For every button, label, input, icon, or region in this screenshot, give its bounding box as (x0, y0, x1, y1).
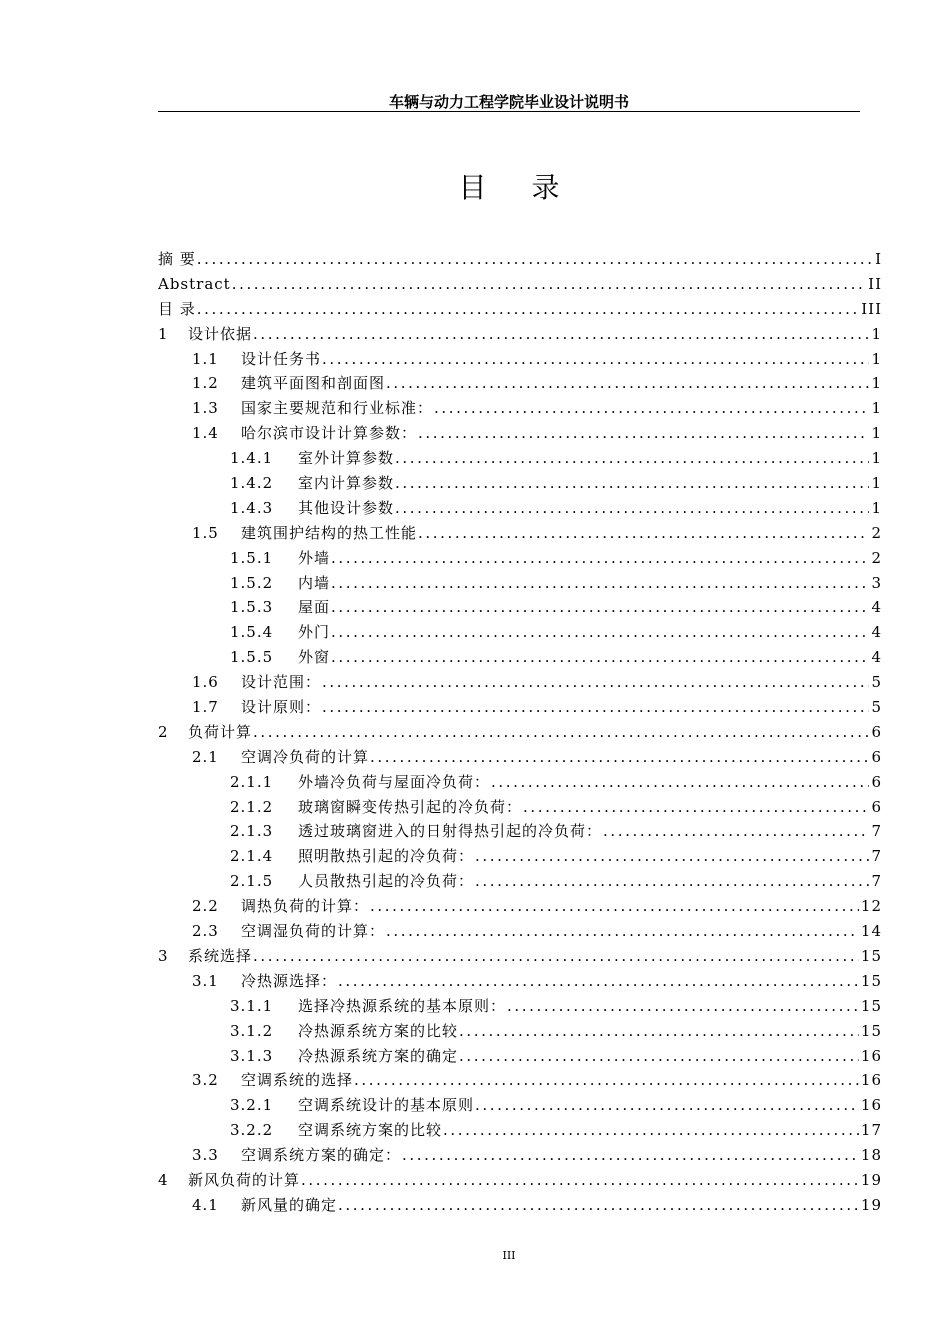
toc-entry-number: 1.5 (192, 523, 219, 542)
toc-entry[interactable] (158, 1193, 882, 1218)
toc-entry-page: 16 (860, 1046, 882, 1065)
toc-dot-leader (252, 720, 869, 745)
toc-dot-leader (369, 894, 859, 919)
toc-dot-leader (385, 919, 859, 944)
toc-entry-number: 3.1.1 (230, 996, 274, 1015)
toc-entry-number: 2.1.1 (230, 772, 274, 791)
toc-entry[interactable] (158, 546, 882, 571)
toc-dot-leader (385, 371, 869, 396)
toc-dot-leader (442, 1118, 859, 1143)
toc-entry-number: 1.5.3 (230, 598, 274, 617)
toc-entry-title: 内墙 (298, 573, 331, 592)
toc-entry-page: 17 (860, 1121, 882, 1140)
toc-entry[interactable] (158, 1118, 882, 1143)
toc-entry-title: 空调湿负荷的计算： (241, 922, 386, 941)
toc-entry-page: 4 (871, 648, 882, 667)
toc-entry[interactable] (158, 869, 882, 894)
toc-entry-page: 4 (871, 598, 882, 617)
table-of-contents (158, 247, 882, 1218)
toc-entry[interactable] (158, 446, 882, 471)
toc-entry-number: 1.7 (192, 698, 219, 717)
toc-entry-page: 4 (871, 623, 882, 642)
toc-entry-page: II (868, 274, 882, 293)
toc-entry-title: 空调系统设计的基本原则 (298, 1096, 475, 1115)
toc-dot-leader (474, 1093, 859, 1118)
toc-entry-page: 7 (871, 847, 882, 866)
toc-entry-title: 室外计算参数 (298, 449, 395, 468)
toc-entry-title: 透过玻璃窗进入的日射得热引起的冷负荷： (298, 822, 603, 841)
toc-entry-page: 16 (860, 1071, 882, 1090)
toc-entry[interactable] (158, 969, 882, 994)
toc-dot-leader (252, 944, 859, 969)
toc-dot-leader (300, 1168, 859, 1193)
toc-dot-leader (506, 994, 859, 1019)
toc-dot-leader (330, 595, 869, 620)
toc-entry-title: 玻璃窗瞬变传热引起的冷负荷： (298, 797, 523, 816)
toc-entry-title: 照明散热引起的冷负荷： (298, 847, 475, 866)
toc-entry-title: 目 录 (158, 299, 196, 318)
toc-entry-title: 调热负荷的计算： (241, 897, 370, 916)
running-header: 车辆与动力工程学院毕业设计说明书 (388, 93, 629, 111)
page-title: 目 录 (458, 171, 578, 204)
toc-entry-page: 1 (871, 349, 882, 368)
toc-entry[interactable] (158, 421, 882, 446)
toc-entry-number: 2.1 (192, 747, 219, 766)
toc-entry-number: 3.2.2 (230, 1121, 274, 1140)
toc-entry-title: 其他设计参数 (298, 498, 395, 517)
toc-entry-number: 2.1.4 (230, 847, 274, 866)
toc-entry-number: 4.1 (192, 1195, 219, 1214)
toc-entry-page: 15 (860, 946, 882, 965)
toc-entry-title: 人员散热引起的冷负荷： (298, 872, 475, 891)
header-rule (158, 111, 860, 112)
toc-entry-page: III (861, 299, 882, 318)
toc-dot-leader (417, 421, 869, 446)
toc-entry[interactable] (158, 795, 882, 820)
toc-entry-number: 1.2 (192, 374, 219, 393)
toc-entry-title: 国家主要规范和行业标准： (241, 399, 434, 418)
toc-entry-number: 1.4.1 (230, 449, 274, 468)
toc-entry-number: 3 (158, 946, 169, 965)
toc-dot-leader (394, 496, 869, 521)
toc-entry-title: 摘 要 (158, 250, 196, 268)
toc-entry[interactable] (158, 645, 882, 670)
toc-dot-leader (321, 347, 869, 372)
toc-dot-leader (474, 869, 869, 894)
toc-entry-number: 1.3 (192, 399, 219, 418)
toc-entry-page: 1 (871, 324, 882, 343)
toc-entry-number: 1.5.2 (230, 573, 274, 592)
toc-entry-number: 2.1.3 (230, 822, 274, 841)
toc-entry[interactable] (158, 620, 882, 645)
toc-entry-title: 外墙冷负荷与屋面冷负荷： (298, 772, 491, 791)
toc-entry-title: 设计依据 (188, 324, 253, 343)
toc-entry-title: 冷热源系统方案的比较 (298, 1021, 459, 1040)
toc-entry[interactable] (158, 1068, 882, 1093)
toc-entry-number: 3.1.3 (230, 1046, 274, 1065)
toc-entry-page: 5 (871, 698, 882, 717)
toc-entry-page: 7 (871, 872, 882, 891)
toc-entry-title: 外墙 (298, 548, 331, 567)
toc-entry-page: 1 (871, 424, 882, 443)
toc-entry-title: 空调系统方案的比较 (298, 1121, 443, 1140)
toc-entry[interactable] (158, 396, 882, 421)
toc-entry-title: 室内计算参数 (298, 474, 395, 493)
toc-entry[interactable] (158, 1044, 882, 1069)
toc-entry[interactable] (158, 1093, 882, 1118)
toc-entry-page: 15 (860, 996, 882, 1015)
toc-entry-page: 6 (871, 722, 882, 741)
toc-dot-leader (337, 1193, 859, 1218)
toc-entry-page: 1 (871, 498, 882, 517)
toc-entry-number: 1 (158, 324, 169, 343)
toc-entry-page: 1 (871, 474, 882, 493)
toc-entry-page: 19 (860, 1170, 882, 1189)
toc-entry-number: 2.1.5 (230, 872, 274, 891)
toc-entry-page: 6 (871, 747, 882, 766)
toc-entry-title: 负荷计算 (188, 722, 253, 741)
toc-entry[interactable] (158, 496, 882, 521)
toc-entry-title: 冷热源选择： (241, 971, 338, 990)
toc-entry-number: 3.2 (192, 1071, 219, 1090)
toc-entry-number: 1.4 (192, 424, 219, 443)
toc-entry[interactable] (158, 272, 882, 297)
toc-dot-leader (458, 1044, 859, 1069)
toc-entry[interactable] (158, 819, 882, 844)
toc-dot-leader (196, 247, 873, 272)
toc-dot-leader (330, 571, 869, 596)
toc-dot-leader (417, 521, 869, 546)
toc-entry-title: Abstract (158, 274, 231, 293)
toc-entry-page: 2 (871, 523, 882, 542)
toc-entry[interactable] (158, 894, 882, 919)
toc-entry[interactable] (158, 994, 882, 1019)
toc-entry-title: 空调系统的选择 (241, 1071, 354, 1090)
toc-entry[interactable] (158, 595, 882, 620)
toc-dot-leader (321, 695, 869, 720)
toc-entry[interactable] (158, 695, 882, 720)
toc-entry-number: 4 (158, 1170, 169, 1189)
toc-entry-title: 设计任务书 (241, 349, 322, 368)
toc-entry-title: 哈尔滨市设计计算参数： (241, 424, 418, 443)
toc-dot-leader (490, 770, 869, 795)
toc-dot-leader (401, 1143, 859, 1168)
toc-entry-title: 建筑平面图和剖面图 (241, 374, 386, 393)
toc-entry-page: 16 (860, 1096, 882, 1115)
toc-entry-title: 选择冷热源系统的基本原则： (298, 996, 507, 1015)
toc-entry[interactable] (158, 844, 882, 869)
toc-dot-leader (231, 272, 866, 297)
toc-dot-leader (433, 396, 869, 421)
toc-entry-number: 3.1 (192, 971, 219, 990)
toc-entry-number: 1.4.3 (230, 498, 274, 517)
toc-entry-title: 空调冷负荷的计算 (241, 747, 370, 766)
toc-entry-page: 14 (860, 922, 882, 941)
toc-entry-number: 3.1.2 (230, 1021, 274, 1040)
toc-entry-number: 1.5.5 (230, 648, 274, 667)
toc-entry-page: 3 (871, 573, 882, 592)
toc-entry-number: 1.5.1 (230, 548, 274, 567)
toc-entry-page: 18 (860, 1146, 882, 1165)
toc-entry[interactable] (158, 720, 882, 745)
toc-entry[interactable] (158, 919, 882, 944)
toc-entry[interactable] (158, 770, 882, 795)
toc-entry[interactable] (158, 745, 882, 770)
toc-entry-page: 12 (860, 897, 882, 916)
toc-dot-leader (252, 322, 869, 347)
toc-entry-title: 外门 (298, 623, 331, 642)
toc-entry-page: 19 (860, 1195, 882, 1214)
toc-entry-page: 1 (871, 399, 882, 418)
toc-entry-title: 空调系统方案的确定： (241, 1146, 402, 1165)
toc-dot-leader (394, 471, 869, 496)
toc-entry-number: 2.1.2 (230, 797, 274, 816)
toc-entry-number: 1.5.4 (230, 623, 274, 642)
toc-entry-number: 3.2.1 (230, 1096, 274, 1115)
toc-dot-leader (369, 745, 869, 770)
toc-entry-title: 新风量的确定 (241, 1195, 338, 1214)
toc-entry-page: 7 (871, 822, 882, 841)
toc-entry-page: 1 (871, 449, 882, 468)
toc-entry-number: 2.3 (192, 922, 219, 941)
toc-entry-number: 1.4.2 (230, 474, 274, 493)
toc-entry-number: 1.6 (192, 673, 219, 692)
toc-entry[interactable] (158, 670, 882, 695)
toc-entry-page: 6 (871, 772, 882, 791)
toc-entry[interactable] (158, 1143, 882, 1168)
toc-entry-title: 设计原则： (241, 698, 322, 717)
toc-entry[interactable] (158, 1019, 882, 1044)
toc-dot-leader (474, 844, 869, 869)
toc-entry[interactable] (158, 521, 882, 546)
toc-entry[interactable] (158, 944, 882, 969)
toc-dot-leader (330, 620, 869, 645)
toc-entry[interactable] (158, 322, 882, 347)
toc-entry-number: 3.3 (192, 1146, 219, 1165)
toc-entry-title: 建筑围护结构的热工性能 (241, 523, 418, 542)
toc-entry-title: 新风负荷的计算 (188, 1170, 301, 1189)
toc-entry[interactable] (158, 297, 882, 322)
toc-dot-leader (330, 645, 869, 670)
toc-entry-page: 5 (871, 673, 882, 692)
toc-dot-leader (196, 297, 859, 322)
toc-entry[interactable] (158, 571, 882, 596)
toc-entry-page: 2 (871, 548, 882, 567)
toc-entry-number: 2.2 (192, 897, 219, 916)
toc-entry-title: 设计范围： (241, 673, 322, 692)
toc-entry-number: 1.1 (192, 349, 219, 368)
toc-dot-leader (321, 670, 869, 695)
toc-entry[interactable] (158, 1168, 882, 1193)
toc-dot-leader (522, 795, 869, 820)
toc-entry[interactable] (158, 347, 882, 372)
toc-entry-title: 外窗 (298, 648, 331, 667)
toc-dot-leader (330, 546, 869, 571)
toc-entry-page: 15 (860, 971, 882, 990)
toc-entry[interactable] (158, 371, 882, 396)
toc-entry-title: 系统选择 (188, 946, 253, 965)
toc-entry[interactable] (158, 247, 882, 272)
toc-dot-leader (458, 1019, 859, 1044)
toc-dot-leader (602, 819, 869, 844)
toc-entry-title: 冷热源系统方案的确定 (298, 1046, 459, 1065)
toc-entry-number: 2 (158, 722, 169, 741)
toc-entry-page: 6 (871, 797, 882, 816)
toc-dot-leader (353, 1068, 859, 1093)
toc-entry-page: I (875, 250, 882, 268)
toc-dot-leader (394, 446, 869, 471)
toc-entry[interactable] (158, 471, 882, 496)
toc-entry-page: 1 (871, 374, 882, 393)
toc-dot-leader (337, 969, 859, 994)
toc-entry-page: 15 (860, 1021, 882, 1040)
page-number: III (502, 1249, 516, 1262)
toc-entry-title: 屋面 (298, 598, 331, 617)
